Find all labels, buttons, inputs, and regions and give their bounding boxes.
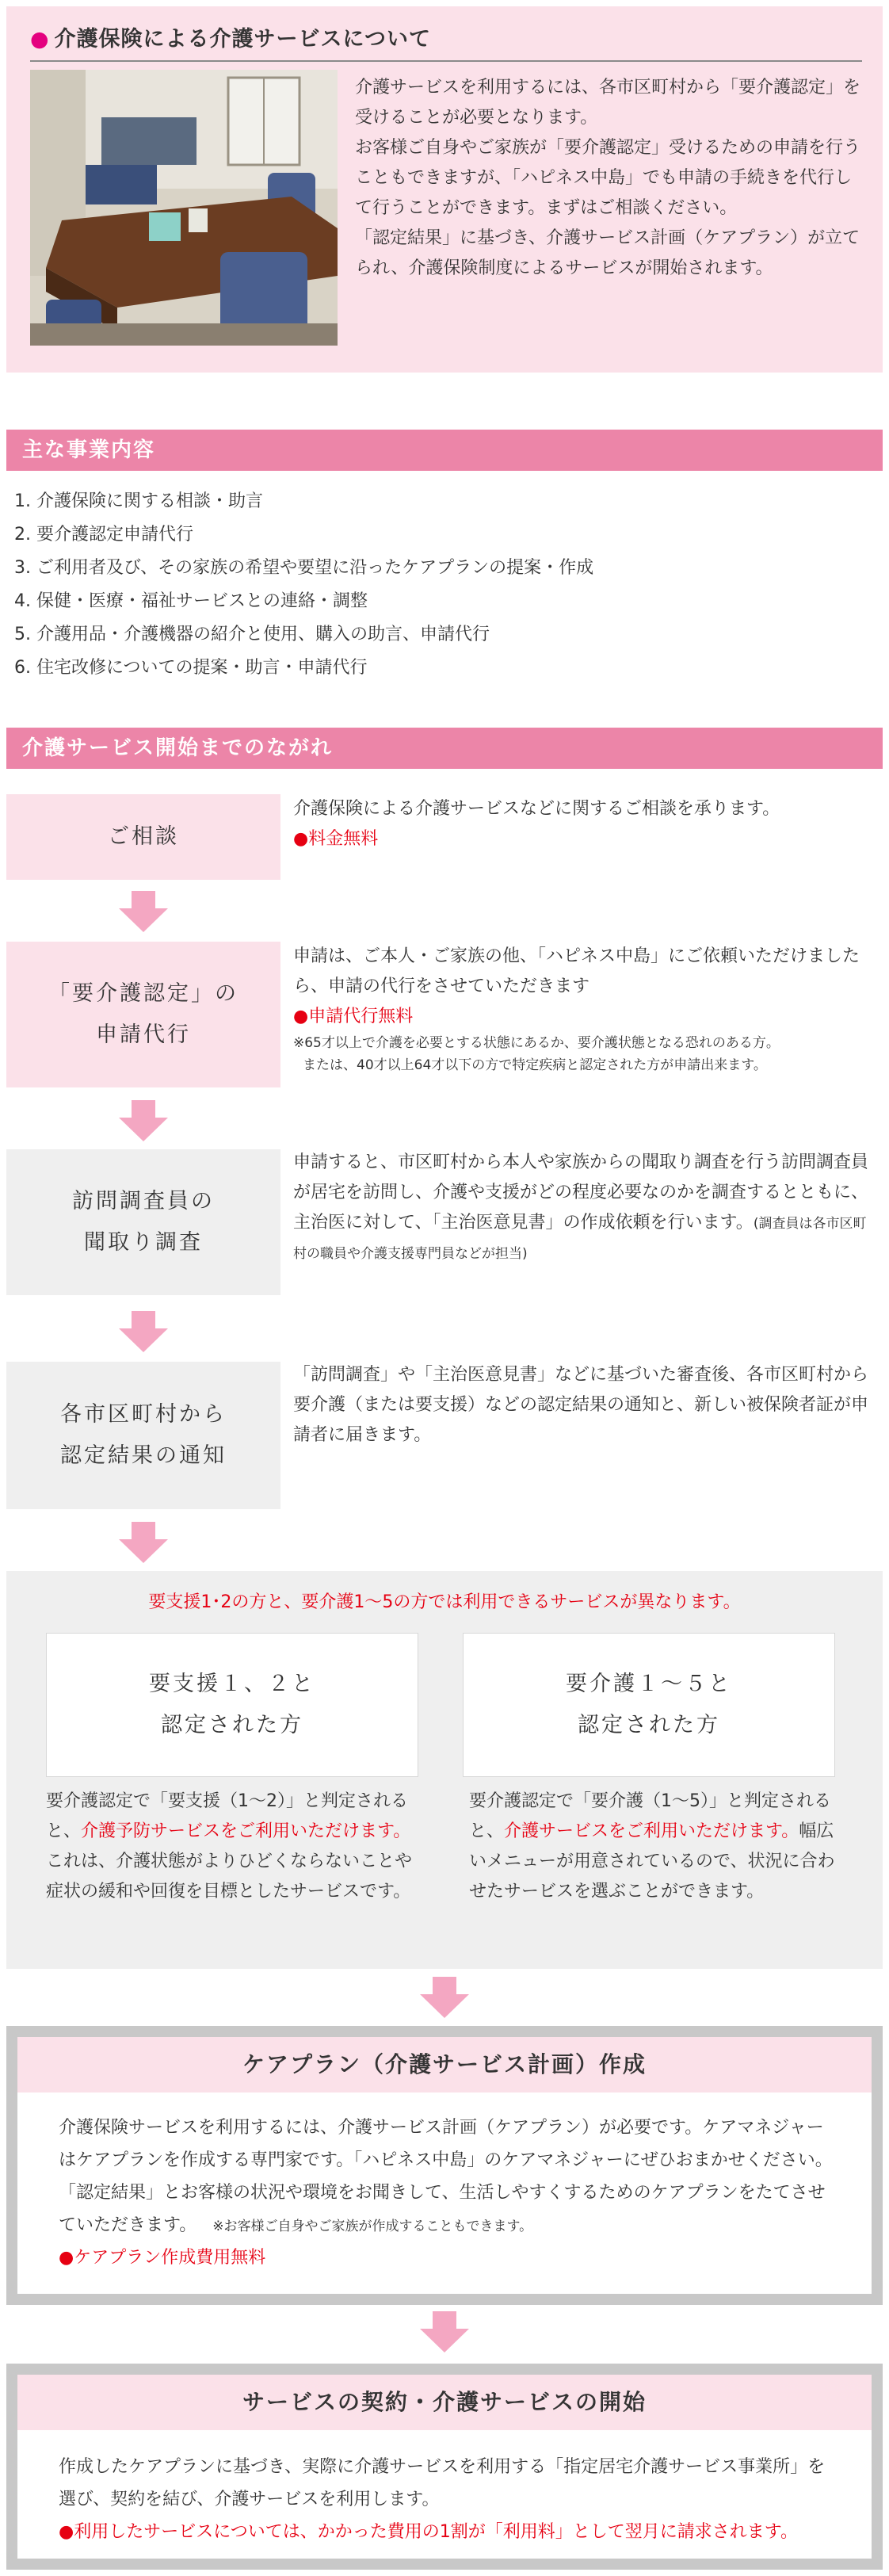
box-title-line: 要支援１、２と: [149, 1672, 315, 1696]
step-title-line: 訪問調査員の: [72, 1189, 215, 1213]
list-item: 1. 介護保険に関する相談・助言: [14, 491, 263, 511]
intro-description: [355, 73, 862, 284]
intro-title: [30, 17, 862, 62]
eligibility-note: または、40才以上64才以下の方で特定疾病と認定された方が申請出来ます。: [303, 1057, 767, 1073]
list-item: 3. ご利用者及び、その家族の希望や要望に沿ったケアプランの提案・作成: [14, 558, 594, 578]
step-title-line: 申請代行: [96, 1022, 191, 1047]
office-photo-illustration: [30, 70, 338, 346]
list-item: 4. 保健・医療・福祉サービスとの連絡・調整: [14, 591, 368, 611]
care-level-desc: [469, 1787, 841, 1907]
intro-paragraph: お客様ご自身やご家族が「要介護認定」受けるための申請を行うこともできますが、「ハピネス中島」でも申請の手続きを代行して行うことができます。まずはご相談ください。: [355, 138, 861, 218]
down-arrow-icon: [420, 1977, 469, 2018]
free-badge: ●ケアプラン作成費用無料: [59, 2248, 266, 2268]
free-badge: ●申請代行無料: [293, 1007, 414, 1026]
step-text: 申請は、ご本人・ご家族の他、「ハピネス中島」にご依頼いただけましたら、申請の代行をさせていただきます: [293, 946, 860, 996]
fee-notice: ●利用したサービスについては、かかった費用の1割が「利用料」として翌月に請求されます。: [59, 2522, 798, 2542]
careplan-note: ※お客様ご自身やご家族が作成することもできます。: [212, 2219, 533, 2234]
step-text: 介護保険による介護サービスなどに関するご相談を承ります。: [293, 799, 780, 819]
down-arrow-icon: [119, 1311, 168, 1352]
surveyor-note: (調査員は各市区町村の職員や介護支援専門員などが担当): [293, 1216, 867, 1262]
intro-paragraph: 「認定結果」に基づき、介護サービス計画（ケアプラン）が立てられ、介護保険制度によるサービスが開始されます。: [355, 228, 860, 278]
desc-highlight: 介護サービスをご利用いただけます。: [504, 1821, 799, 1841]
bullet-dot-icon: ●: [30, 27, 50, 52]
step-consultation-desc: [293, 794, 879, 854]
comparison-note: 要支援1･2の方と、要介護1～5の方では利用できるサービスが異なります。: [148, 1592, 741, 1612]
contract-section: [6, 2364, 883, 2570]
step-consultation-box: [6, 794, 280, 880]
step-title-line: 聞取り調査: [84, 1230, 203, 1255]
step-result-box: [6, 1362, 280, 1509]
step-survey-box: [6, 1149, 280, 1295]
office-photo: [30, 70, 338, 346]
support-level-box: [46, 1633, 418, 1777]
list-item: 6. 住宅改修についての提案・助言・申請代行: [14, 658, 368, 678]
step-text: 申請すると、市区町村から本人や家族からの聞取り調査を行う訪問調査員が居宅を訪問し、介護や支援がどの程度必要なのかを調査するとともに、主治医に対して、「主治医意見書」の作成依頼を行います。: [293, 1152, 869, 1233]
eligibility-note: ※65才以上で介護を必要とする状態にあるか、要介護状態となる恐れのある方。: [293, 1035, 780, 1051]
desc-text: 要介護認定で「要介護（1～5）」と判定されると、: [469, 1791, 831, 1841]
down-arrow-icon: [119, 1100, 168, 1141]
service-comparison: [6, 1571, 883, 1969]
care-level-box: [463, 1633, 835, 1777]
careplan-heading: ケアプラン（介護サービス計画）作成: [17, 2037, 872, 2093]
intro-section: [6, 6, 883, 373]
step-title-line: 「要介護認定」の: [48, 981, 238, 1006]
box-title-line: 要介護１～５と: [566, 1672, 732, 1696]
desc-highlight: 介護予防サービスをご利用いただけます。: [81, 1821, 411, 1841]
careplan-section: [6, 2026, 883, 2305]
flow-heading: 介護サービス開始までのながれ: [6, 728, 883, 769]
step-application-box: [6, 942, 280, 1087]
intro-title-text: 介護保険による介護サービスについて: [54, 27, 432, 52]
step-title: ご相談: [108, 824, 179, 849]
step-text: 「訪問調査」や「主治医意見書」などに基づいた審査後、各市区町村から要介護（または要支援）などの認定結果の通知と、新しい被保険者証が申請者に届きます。: [293, 1365, 869, 1445]
business-heading: 主な事業内容: [6, 430, 883, 471]
step-application-desc: [293, 942, 879, 1076]
contract-body: [17, 2430, 872, 2548]
careplan-body: [17, 2093, 872, 2274]
desc-text: 要介護認定で「要支援（1～2）」と判定されると、: [46, 1791, 408, 1841]
down-arrow-icon: [119, 891, 168, 932]
desc-text: これは、介護状態がよりひどくならないことや症状の緩和や回復を目標としたサービスです。: [46, 1852, 413, 1901]
list-item: 5. 介護用品・介護機器の紹介と使用、購入の助言、申請代行: [14, 625, 490, 644]
intro-paragraph: 介護サービスを利用するには、各市区町村から「要介護認定」を受けることが必要となります。: [355, 78, 861, 128]
down-arrow-icon: [119, 1522, 168, 1563]
business-list: [14, 485, 878, 685]
box-title-line: 認定された方: [161, 1713, 303, 1737]
desc-text: 幅広いメニューが用意されているので、状況に合わせたサービスを選ぶことができます。: [469, 1821, 835, 1901]
free-badge: ●料金無料: [293, 829, 379, 849]
step-result-desc: [293, 1360, 879, 1450]
box-title-line: 認定された方: [578, 1713, 720, 1737]
contract-heading: サービスの契約・介護サービスの開始: [17, 2375, 872, 2430]
list-item: 2. 要介護認定申請代行: [14, 525, 193, 545]
contract-text: 作成したケアプランに基づき、実際に介護サービスを利用する「指定居宅介護サービス事業所」を選び、契約を結び、介護サービスを利用します。: [59, 2457, 826, 2509]
step-survey-desc: [293, 1148, 879, 1268]
step-title-line: 認定結果の通知: [60, 1443, 227, 1468]
support-level-desc: [46, 1787, 418, 1907]
step-title-line: 各市区町村から: [60, 1402, 227, 1427]
down-arrow-icon: [420, 2311, 469, 2352]
careplan-text: 介護保険サービスを利用するには、介護サービス計画（ケアプラン）が必要です。ケアマネジャーはケアプランを作成する専門家です。「ハピネス中島」のケアマネジャーにぜひおまかせください。「認定結果」とお客様の状況や環境をお聞きして、生活しやすくするためのケアプランをたてさせていただきます。: [59, 2118, 833, 2235]
